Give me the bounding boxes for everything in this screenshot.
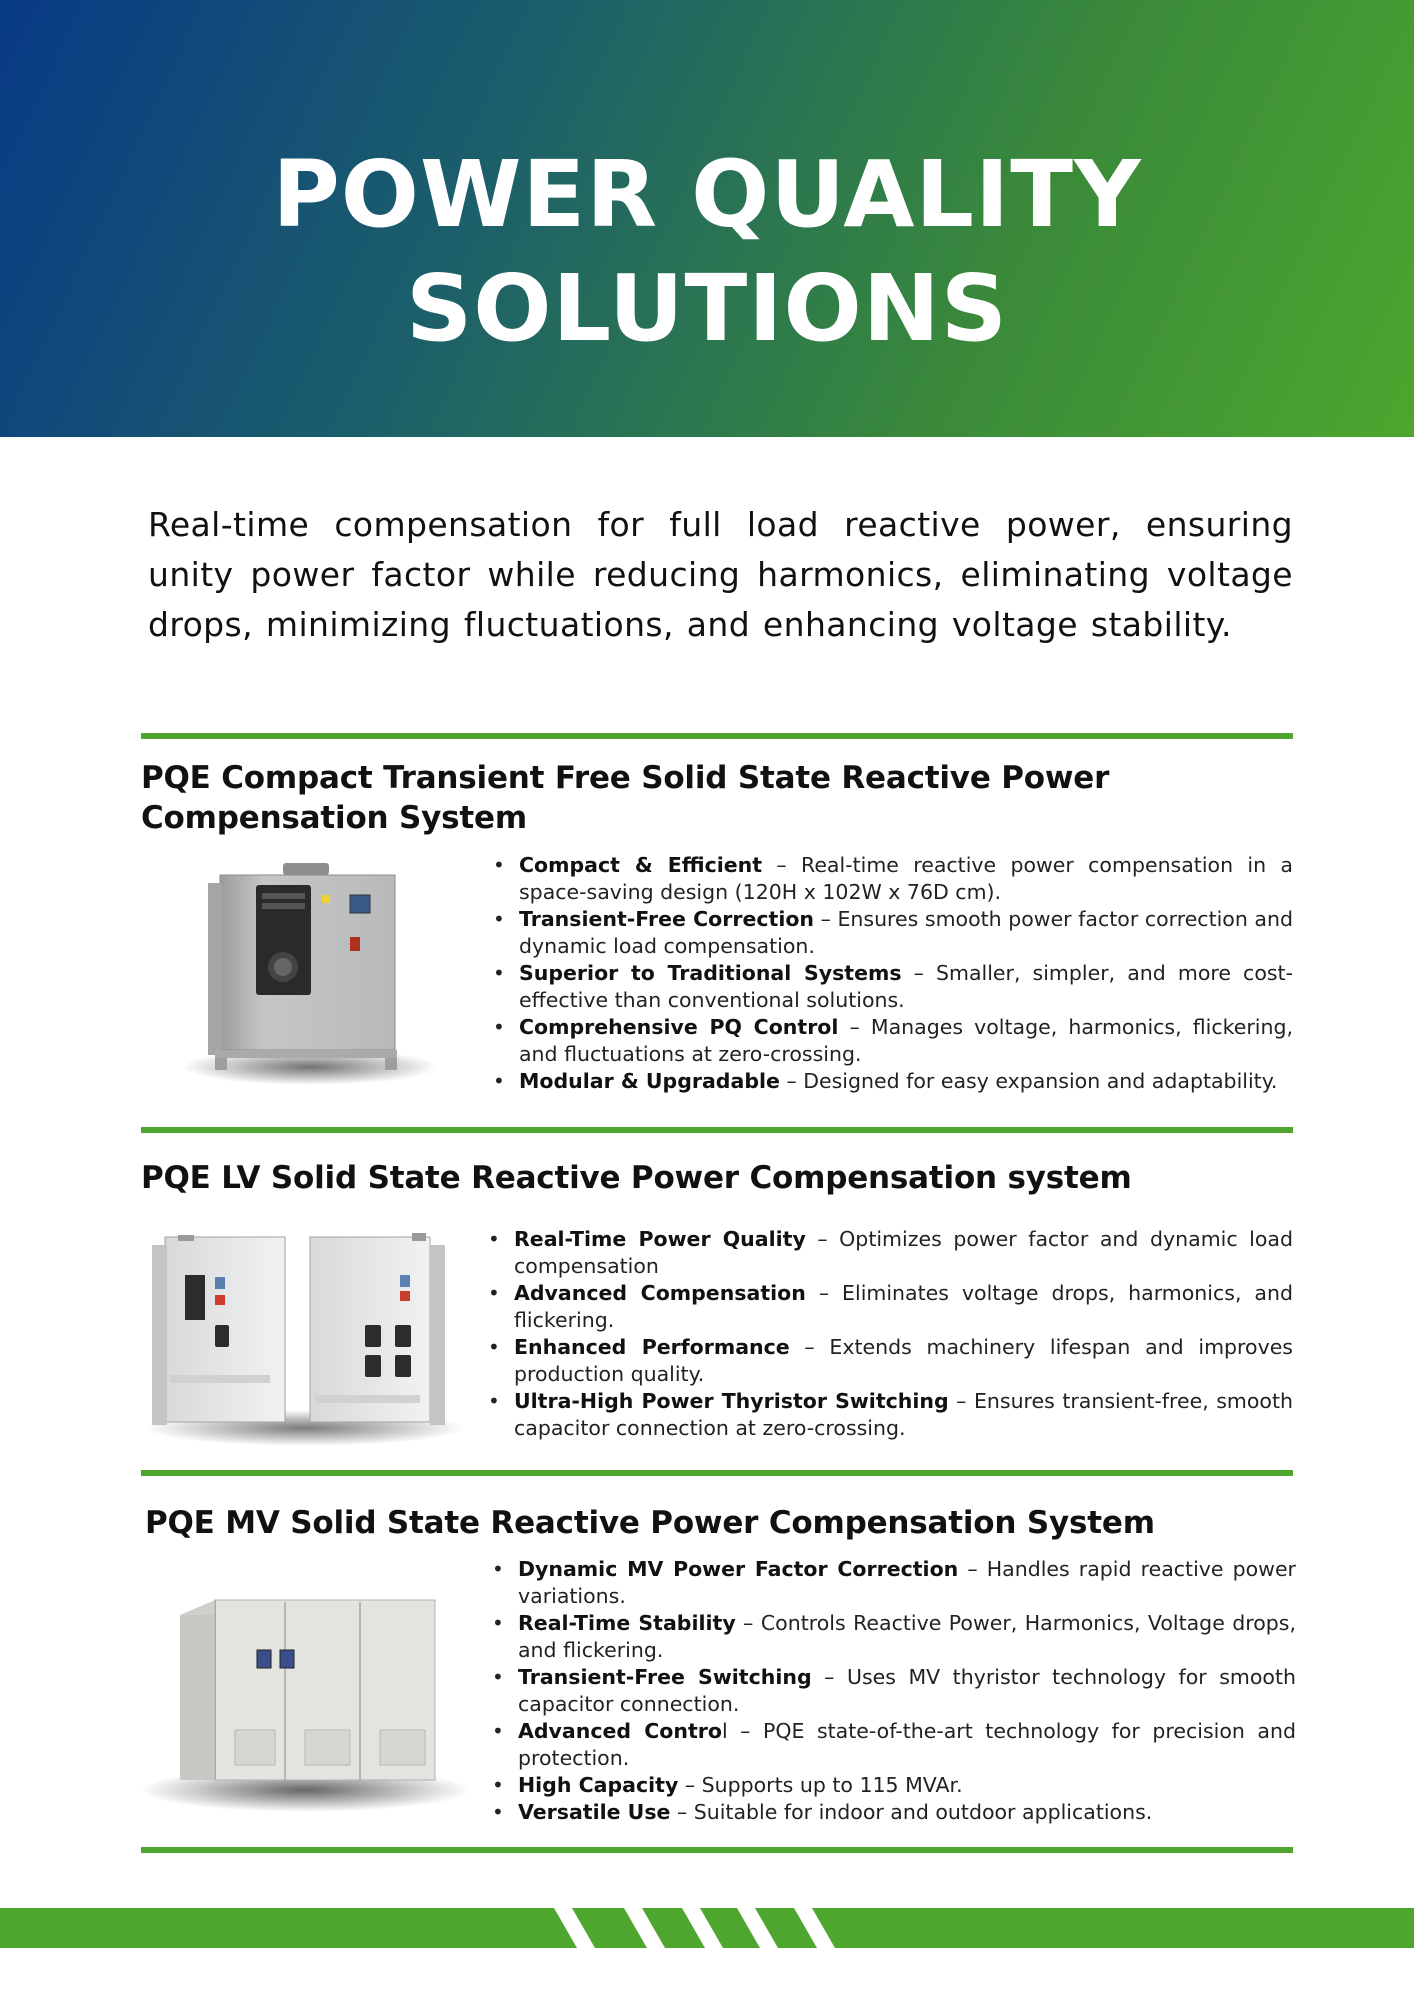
- feature-title: Transient-Free Switching: [518, 1665, 812, 1689]
- bullet-icon: •: [492, 1800, 504, 1824]
- feature-text: – Controls Reactive Power, Harmonics, Voltage drops, and flickering.: [518, 1611, 1296, 1662]
- feature-item: [493, 1068, 1293, 1095]
- feature-item: [492, 1556, 1296, 1610]
- feature-item: [492, 1718, 1296, 1772]
- mv-cabinet-image: [140, 1590, 470, 1820]
- feature-text: – Suitable for indoor and outdoor applications.: [670, 1800, 1153, 1824]
- feature-title: High Capacity: [518, 1773, 679, 1797]
- section-title-compact: [141, 758, 1109, 838]
- bullet-icon: •: [488, 1389, 500, 1413]
- feature-title: Advanced Contro: [518, 1719, 722, 1743]
- feature-item: [492, 1610, 1296, 1664]
- feature-text: – Real-time reactive power compensation in a space-saving design (120H x 102W x 76D cm).: [519, 853, 1293, 904]
- feature-title: Ultra-High Power Thyristor Switching: [514, 1389, 949, 1413]
- feature-text: – Extends machinery lifespan and improves production quality.: [514, 1335, 1293, 1386]
- section-title-lv: [141, 1158, 1132, 1198]
- feature-text: – Handles rapid reactive power variations.: [518, 1557, 1296, 1608]
- page-title: [0, 138, 1414, 366]
- feature-title: Versatile Use: [518, 1800, 671, 1824]
- bullet-icon: •: [493, 1015, 505, 1039]
- feature-title: Superior to Traditional Systems: [519, 961, 902, 985]
- feature-item: [493, 906, 1293, 960]
- feature-text: – Smaller, simpler, and more cost-effective than conventional solutions.: [519, 961, 1293, 1012]
- feature-text: – Ensures smooth power factor correction and dynamic load compensation.: [519, 907, 1293, 958]
- bullet-icon: •: [488, 1335, 500, 1359]
- section-divider: [141, 733, 1293, 739]
- feature-item: [492, 1772, 1296, 1799]
- feature-item: [493, 1014, 1294, 1068]
- feature-text: l – PQE state-of-the-art technology for precision and protection.: [518, 1719, 1296, 1770]
- feature-title: Modular & Upgradable: [519, 1069, 780, 1093]
- header-banner: [0, 0, 1414, 437]
- section-title-line: Compensation System: [141, 800, 527, 836]
- features-list-lv: [488, 1226, 1294, 1442]
- footer-stripes-decoration: [540, 1908, 880, 1948]
- intro-paragraph: Real-time compensation for full load reactive power, ensuring unity power factor while reducing harmonics, eliminating voltage drops, minimizing fluctuations, and enhancing voltage stability.: [148, 505, 1293, 644]
- feature-title: Transient-Free Correction: [519, 907, 815, 931]
- title-line-2: SOLUTIONS: [406, 255, 1008, 362]
- features-list-mv: [492, 1556, 1297, 1826]
- feature-text: – Manages voltage, harmonics, flickering, and fluctuations at zero-crossing.: [519, 1015, 1294, 1066]
- feature-title: Real-Time Stability: [518, 1611, 736, 1635]
- feature-item: [488, 1334, 1293, 1388]
- feature-text: – Optimizes power factor and dynamic load compensation: [514, 1227, 1293, 1278]
- feature-text: – Ensures transient-free, smooth capacitor connection at zero-crossing.: [514, 1389, 1293, 1440]
- bullet-icon: •: [493, 907, 505, 931]
- feature-text: – Designed for easy expansion and adaptability.: [779, 1069, 1278, 1093]
- feature-item: [488, 1388, 1293, 1442]
- feature-item: [493, 960, 1293, 1014]
- feature-text: – Uses MV thyristor technology for smooth capacitor connection.: [518, 1665, 1297, 1716]
- bullet-icon: •: [492, 1611, 504, 1635]
- bullet-icon: •: [488, 1227, 500, 1251]
- section-divider: [141, 1127, 1293, 1133]
- feature-item: [492, 1664, 1297, 1718]
- feature-item: [492, 1799, 1296, 1826]
- bullet-icon: •: [492, 1557, 504, 1581]
- feature-title: Dynamic MV Power Factor Correction: [518, 1557, 959, 1581]
- bullet-icon: •: [488, 1281, 500, 1305]
- lv-cabinets-image: [140, 1225, 470, 1450]
- section-divider: [141, 1470, 1293, 1476]
- feature-item: [488, 1280, 1294, 1334]
- section-title-line: PQE LV Solid State Reactive Power Compensation system: [141, 1160, 1132, 1196]
- section-title-line: PQE Compact Transient Free Solid State Reactive Power: [141, 760, 1110, 796]
- feature-item: [488, 1226, 1293, 1280]
- feature-title: Enhanced Performance: [514, 1335, 790, 1359]
- bullet-icon: •: [493, 1069, 505, 1093]
- bullet-icon: •: [493, 853, 505, 877]
- section-divider: [141, 1847, 1293, 1853]
- features-list-compact: [493, 852, 1294, 1095]
- feature-title: Advanced Compensation: [514, 1281, 806, 1305]
- bullet-icon: •: [492, 1665, 504, 1689]
- section-title-mv: [145, 1503, 1155, 1543]
- bullet-icon: •: [492, 1719, 504, 1743]
- feature-item: [493, 852, 1293, 906]
- bullet-icon: •: [492, 1773, 504, 1797]
- title-line-1: POWER QUALITY: [272, 141, 1142, 248]
- feature-text: – Eliminates voltage drops, harmonics, and flickering.: [514, 1281, 1294, 1332]
- feature-title: Comprehensive PQ Control: [519, 1015, 839, 1039]
- bullet-icon: •: [493, 961, 505, 985]
- section-title-line: PQE MV Solid State Reactive Power Compensation System: [145, 1505, 1155, 1541]
- feature-text: – Supports up to 115 MVAr.: [678, 1773, 963, 1797]
- feature-title: Real-Time Power Quality: [514, 1227, 806, 1251]
- compact-cabinet-image: [180, 855, 440, 1090]
- feature-title: Compact & Efficient: [519, 853, 763, 877]
